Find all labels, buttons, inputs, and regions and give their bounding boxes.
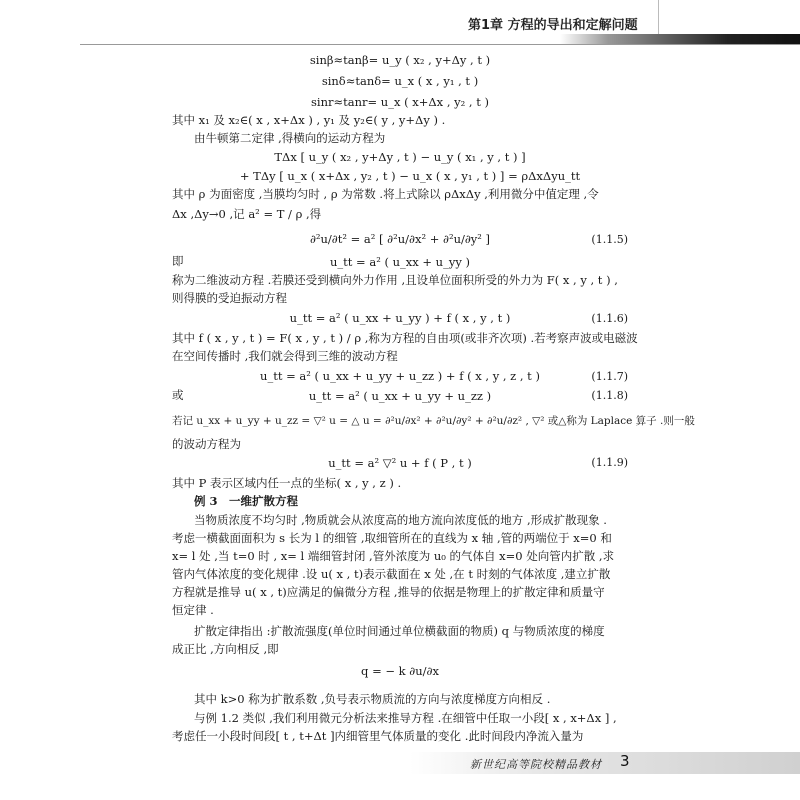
equation-sin-r: sinr≈tanr= u_x ( x+Δx , y₂ , t ): [311, 95, 489, 109]
text-line: 与例 1.2 类似 ,我们利用微元分析法来推导方程 .在细管中任取一小段[ x , x+Δx ] ,: [194, 711, 617, 725]
text-line: 管内气体浓度的变化规律 .设 u( x , t)表示截面在 x 处 ,在 t 时刻的气体浓度 ,建立扩散: [172, 567, 611, 581]
text-line: 当物质浓度不均匀时 ,物质就会从浓度高的地方流向浓度低的地方 ,形成扩散现象 .: [194, 513, 607, 527]
equation-diffusion-law: q = − k ∂u/∂x: [361, 664, 439, 678]
chapter-title: 第1章 方程的导出和定解问题: [468, 18, 638, 33]
text-line: Δx ,Δy→0 ,记 a² = T / ρ ,得: [172, 207, 322, 221]
equation-number: (1.1.8): [591, 389, 628, 402]
equation-wave-3d: u_tt = a² ( u_xx + u_yy + u_zz ): [308, 389, 492, 403]
equation-motion-2: + TΔy [ u_x ( x+Δx , y₂ , t ) − u_x ( x , y₁ , t ) ] = ρΔxΔyu_tt: [239, 169, 581, 183]
text-line: 或: [172, 388, 184, 402]
text-line: 考虑一横截面面积为 s 长为 l 的细管 ,取细管所在的直线为 x 轴 ,管的两端位于 x=0 和: [172, 531, 612, 545]
text-line: 在空间传播时 ,我们就会得到三维的波动方程: [172, 349, 398, 363]
equation-sin-beta: sinβ≈tanβ= u_y ( x₂ , y+Δy , t ): [309, 53, 491, 67]
equation-wave-2d-partial: ∂²u/∂t² = a² [ ∂²u/∂x² + ∂²u/∂y² ]: [309, 232, 491, 246]
equation-motion-1: TΔx [ u_y ( x₂ , y+Δy , t ) − u_y ( x₁ , y , t ) ]: [274, 150, 526, 164]
equation-wave-2d: u_tt = a² ( u_xx + u_yy ): [330, 255, 470, 269]
equation-forced-vibration: u_tt = a² ( u_xx + u_yy ) + f ( x , y , t ): [289, 311, 511, 325]
text-line: 其中 f ( x , y , t ) = F( x , y , t ) / ρ ,称为方程的自由项(或非齐次项) .若考察声波或电磁波: [172, 331, 638, 345]
header-gradient-bar: [560, 34, 800, 44]
equation-wave-3d-forced: u_tt = a² ( u_xx + u_yy + u_zz ) + f ( x , y , z , t ): [260, 369, 540, 383]
equation-number: (1.1.6): [591, 312, 628, 325]
text-line: 其中 ρ 为面密度 ,当膜均匀时 , ρ 为常数 .将上式除以 ρΔxΔy ,利用微分中值定理 ,令: [172, 187, 599, 201]
text-line: 恒定律 .: [172, 603, 214, 617]
text-line: 方程就是推导 u( x , t)应满足的偏微分方程 ,推导的依据是物理上的扩散定律和质量守: [172, 585, 605, 599]
text-line: x= l 处 ,当 t=0 时 , x= l 端细管封闭 ,管外浓度为 u₀ 的气体自 x=0 处向管内扩散 ,求: [172, 549, 615, 563]
text-line: 扩散定律指出 :扩散流强度(单位时间通过单位横截面的物质) q 与物质浓度的梯度: [194, 624, 605, 638]
text-line: 即: [172, 254, 184, 268]
header-rule: [80, 44, 800, 45]
equation-sin-delta: sinδ≈tanδ= u_x ( x , y₁ , t ): [321, 74, 479, 88]
text-line: 由牛顿第二定律 ,得横向的运动方程为: [194, 131, 386, 145]
text-line: 称为二维波动方程 .若膜还受到横向外力作用 ,且设单位面积所受的外力为 F( x , y , t ) ,: [172, 273, 618, 287]
equation-number: (1.1.5): [591, 233, 628, 246]
text-line: 考虑任一小段时间段[ t , t+Δt ]内细管里气体质量的变化 .此时间段内净流入量为: [172, 729, 584, 743]
example-heading: 例 3 一维扩散方程: [194, 494, 299, 508]
header-divider: [658, 0, 659, 34]
text-line: 的波动方程为: [172, 437, 241, 451]
equation-general-wave: u_tt = a² ▽² u + f ( P , t ): [328, 456, 472, 470]
footer-series-title: 新世纪高等院校精品教材: [470, 758, 602, 771]
page-number: 3: [620, 752, 630, 770]
text-line: 成正比 ,方向相反 ,即: [172, 642, 279, 656]
text-line-laplace: 若记 u_xx + u_yy + u_zz = ▽² u = △ u = ∂²u/∂x² + ∂²u/∂y² + ∂²u/∂z² , ▽² 或△称为 Laplace 算子 .则一般: [172, 415, 695, 427]
text-line: 其中 P 表示区域内任一点的坐标( x , y , z ) .: [172, 476, 402, 490]
equation-number: (1.1.9): [591, 456, 628, 469]
footer-band: [410, 752, 800, 774]
equation-number: (1.1.7): [591, 370, 628, 383]
text-line: 其中 k>0 称为扩散系数 ,负号表示物质流的方向与浓度梯度方向相反 .: [194, 692, 551, 706]
text-line: 其中 x₁ 及 x₂∈( x , x+Δx ) , y₁ 及 y₂∈( y , y+Δy ) .: [172, 113, 446, 127]
text-line: 则得膜的受迫振动方程: [172, 291, 287, 305]
